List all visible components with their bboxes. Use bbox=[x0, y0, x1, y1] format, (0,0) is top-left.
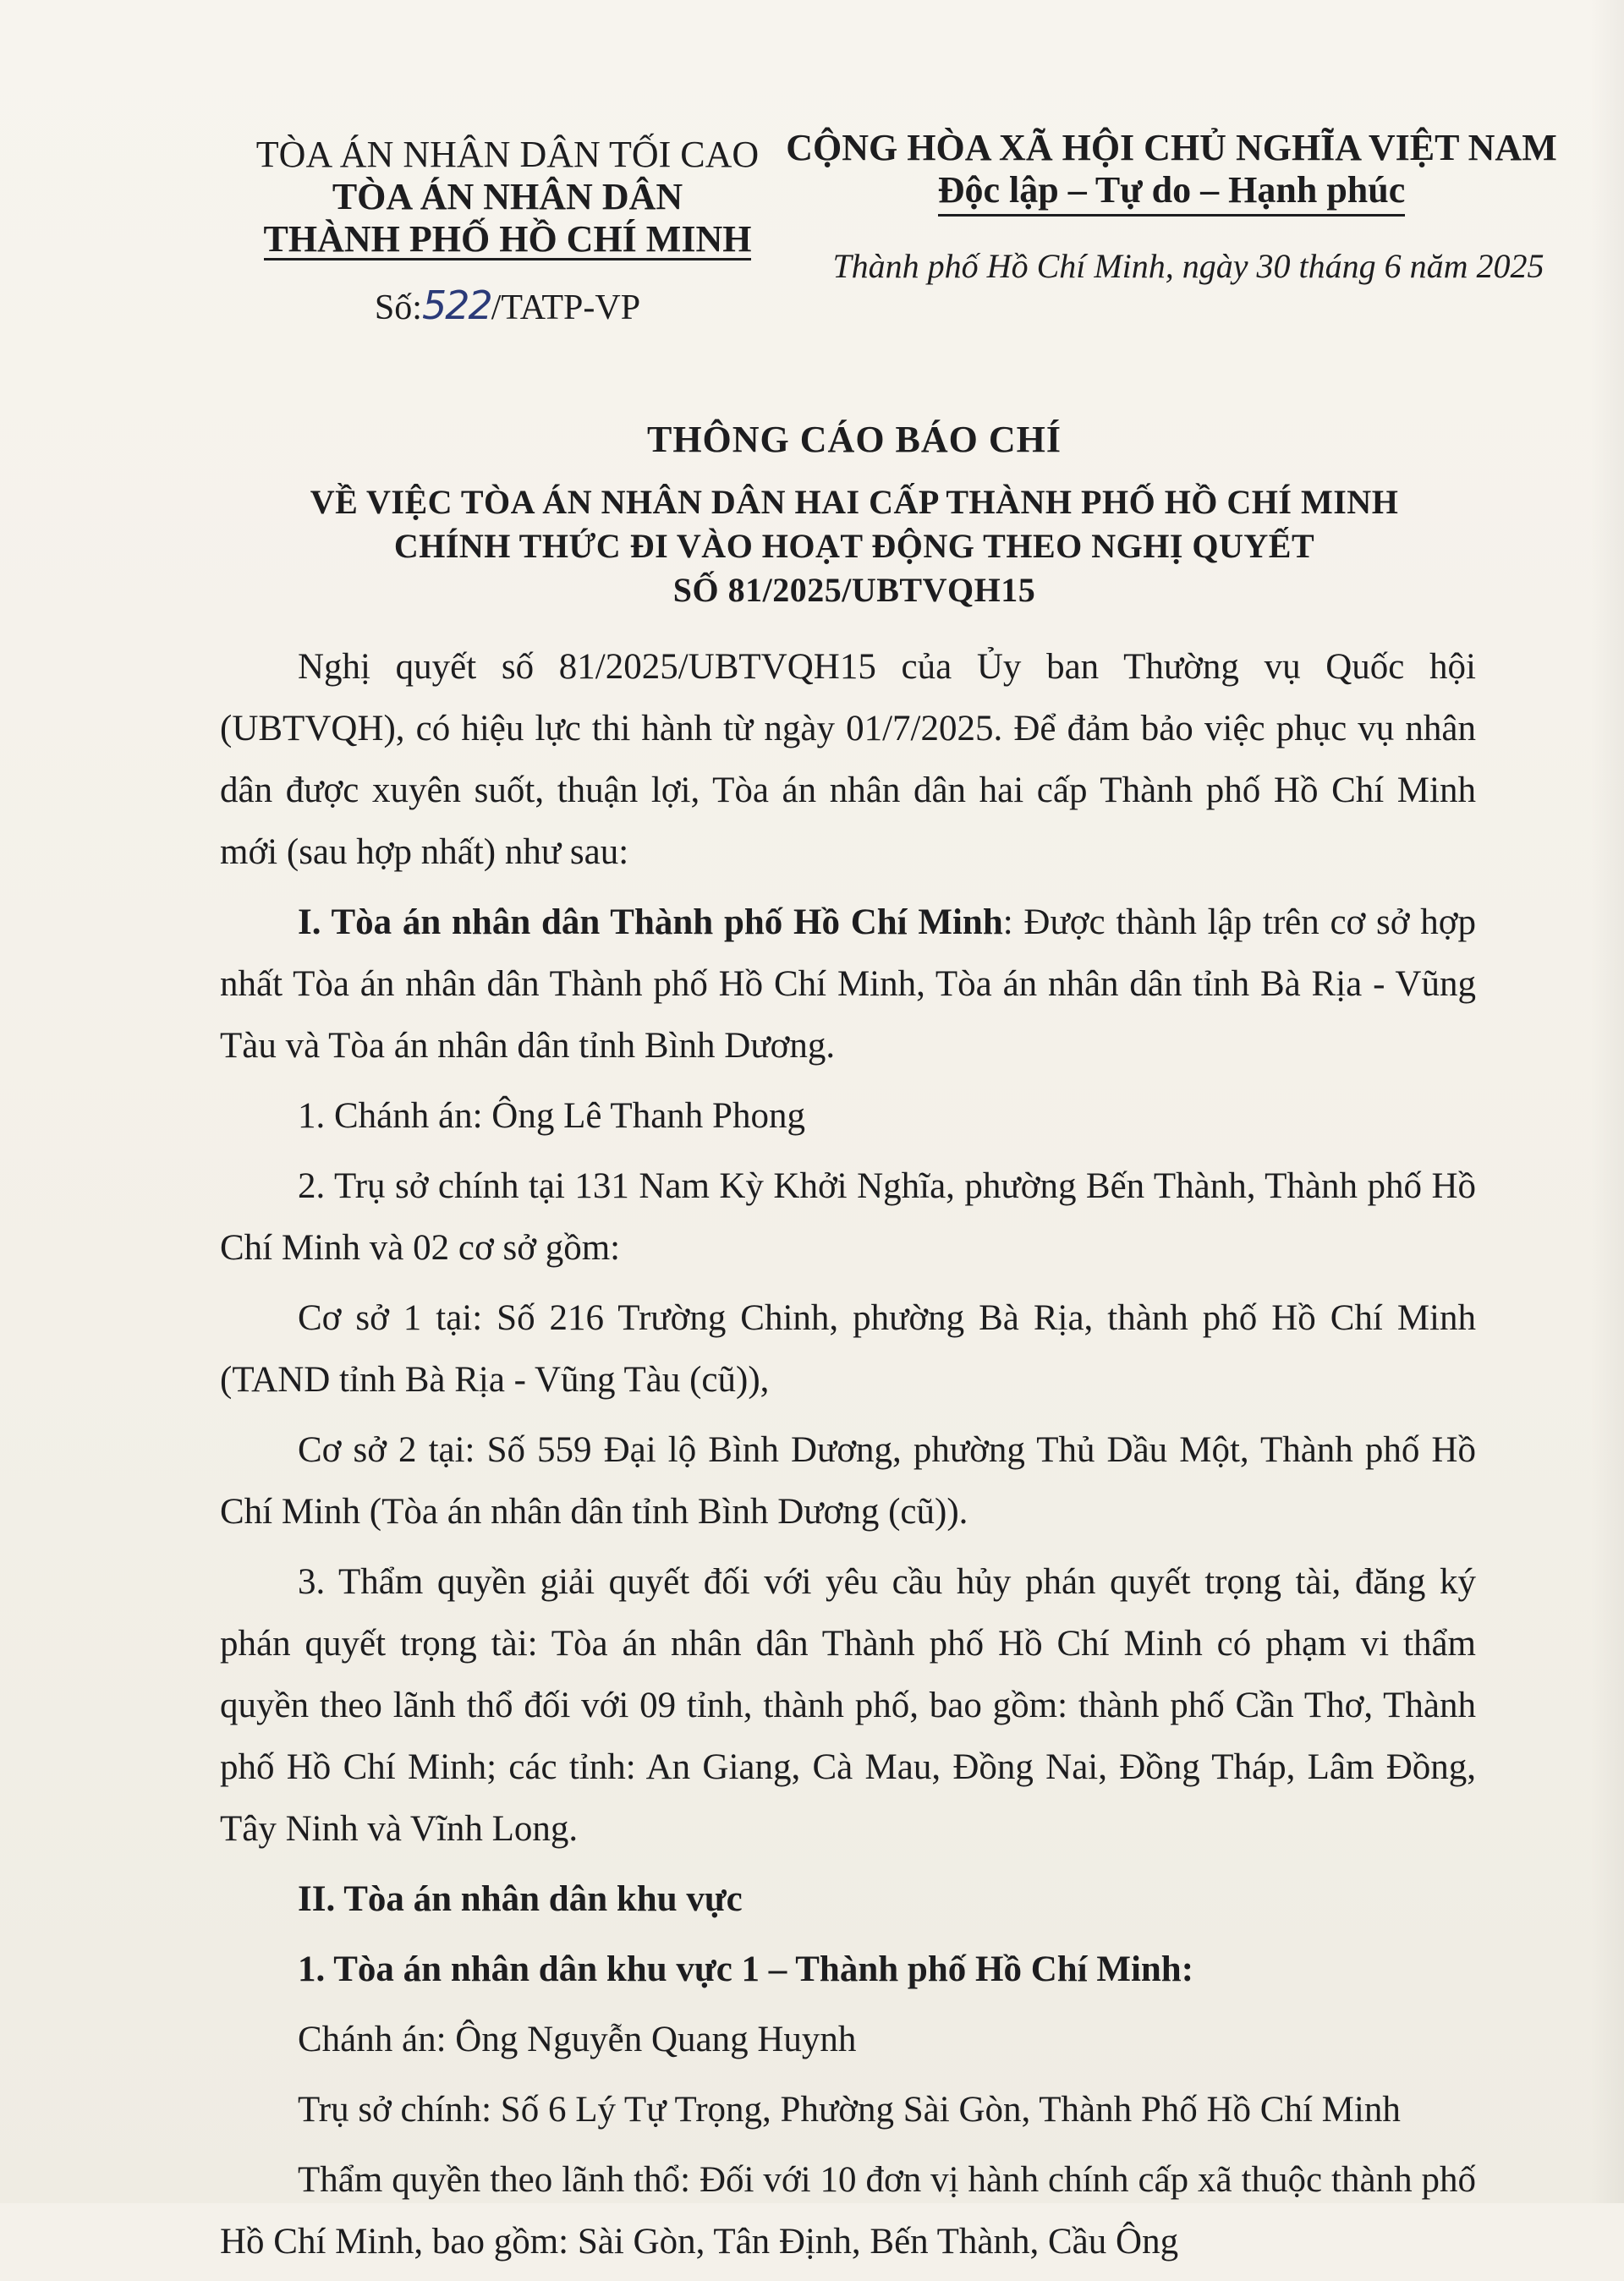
title-sub-1: VỀ VIỆC TÒA ÁN NHÂN DÂN HAI CẤP THÀNH PHỐ HỒ CHÍ MINH bbox=[310, 483, 1399, 521]
section-1-heading: I. Tòa án nhân dân Thành phố Hồ Chí Minh bbox=[298, 902, 1003, 942]
page-edge-shadow bbox=[1590, 0, 1624, 2203]
document-number: Số:522/TATP-VP bbox=[374, 282, 641, 328]
agency-parent: TÒA ÁN NHÂN DÂN TỐI CAO bbox=[255, 134, 760, 175]
jurisdiction-item: 3. Thẩm quyền giải quyết đối với yêu cầu hủy phán quyết trọng tài, đăng ký phán quyết trọng tài: Tòa án nhân dân Thành phố Hồ Chí Minh có phạm vi thẩm quyền theo lãnh thổ đối với 09 tỉnh, thành phố, bao gồm: thành phố Cần Thơ, Thành phố Hồ Chí Minh; các tỉnh: An Giang, Cà Mau, Đồng Nai, Đồng Tháp, Lâm Đồng, Tây Ninh và Vĩnh Long. bbox=[220, 1562, 1476, 1849]
document-body bbox=[220, 636, 1476, 2281]
branch-1: Cơ sở 1 tại: Số 216 Trường Chinh, phường Bà Rịa, thành phố Hồ Chí Minh (TAND tỉnh Bà Rịa - Vũng Tàu (cũ)), bbox=[220, 1298, 1476, 1400]
document-title bbox=[220, 414, 1489, 612]
title-main: THÔNG CÁO BÁO CHÍ bbox=[646, 419, 1062, 460]
regional-court-1-jurisdiction: Thẩm quyền theo lãnh thổ: Đối với 10 đơn vị hành chính cấp xã thuộc thành phố Hồ Chí Minh, bao gồm: Sài Gòn, Tân Định, Bến Thành, Cầu Ông bbox=[220, 2160, 1476, 2262]
regional-court-1-chief: Chánh án: Ông Nguyễn Quang Huynh bbox=[298, 2020, 857, 2059]
regional-court-1-heading: 1. Tòa án nhân dân khu vực 1 – Thành phố Hồ Chí Minh: bbox=[298, 1949, 1194, 1989]
regional-court-1-hq: Trụ sở chính: Số 6 Lý Tự Trọng, Phường Sài Gòn, Thành Phố Hồ Chí Minh bbox=[298, 2090, 1401, 2130]
intro-paragraph: Nghị quyết số 81/2025/UBTVQH15 của Ủy ban Thường vụ Quốc hội (UBTVQH), có hiệu lực thi hành từ ngày 01/7/2025. Để đảm bảo việc phục vụ nhân dân được xuyên suốt, thuận lợi, Tòa án nhân dân hai cấp Thành phố Hồ Chí Minh mới (sau hợp nhất) như sau: bbox=[220, 647, 1476, 872]
agency-name: TÒA ÁN NHÂN DÂN bbox=[332, 176, 683, 217]
agency-city: THÀNH PHỐ HỒ CHÍ MINH bbox=[263, 218, 752, 260]
handwritten-number: 522 bbox=[421, 282, 491, 328]
issuing-agency-block bbox=[245, 134, 770, 329]
title-sub-3: SỐ 81/2025/UBTVQH15 bbox=[672, 571, 1036, 609]
motto: Độc lập – Tự do – Hạnh phúc bbox=[778, 169, 1565, 217]
chief-justice-item: 1. Chánh án: Ông Lê Thanh Phong bbox=[298, 1096, 805, 1136]
branch-2: Cơ sở 2 tại: Số 559 Đại lộ Bình Dương, phường Thủ Dầu Một, Thành phố Hồ Chí Minh (Tòa án nhân dân tỉnh Bình Dương (cũ)). bbox=[220, 1430, 1476, 1532]
title-sub-2: CHÍNH THỨC ĐI VÀO HOẠT ĐỘNG THEO NGHỊ QUYẾT bbox=[393, 527, 1315, 565]
country-name: CỘNG HÒA XÃ HỘI CHỦ NGHĨA VIỆT NAM bbox=[786, 127, 1557, 168]
headquarters-item: 2. Trụ sở chính tại 131 Nam Kỳ Khởi Nghĩa, phường Bến Thành, Thành phố Hồ Chí Minh và 02 cơ sở gồm: bbox=[220, 1166, 1476, 1268]
section-1-paragraph: I. Tòa án nhân dân Thành phố Hồ Chí Minh: Được thành lập trên cơ sở hợp nhất Tòa án nhân dân Thành phố Hồ Chí Minh, Tòa án nhân dân tỉnh Bà Rịa - Vũng Tàu và Tòa án nhân dân tỉnh Bình Dương. bbox=[220, 902, 1476, 1066]
section-2-heading: II. Tòa án nhân dân khu vực bbox=[298, 1879, 743, 1919]
place-date: Thành phố Hồ Chí Minh, ngày 30 tháng 6 năm 2025 bbox=[832, 247, 1544, 285]
national-motto-block bbox=[778, 127, 1565, 288]
